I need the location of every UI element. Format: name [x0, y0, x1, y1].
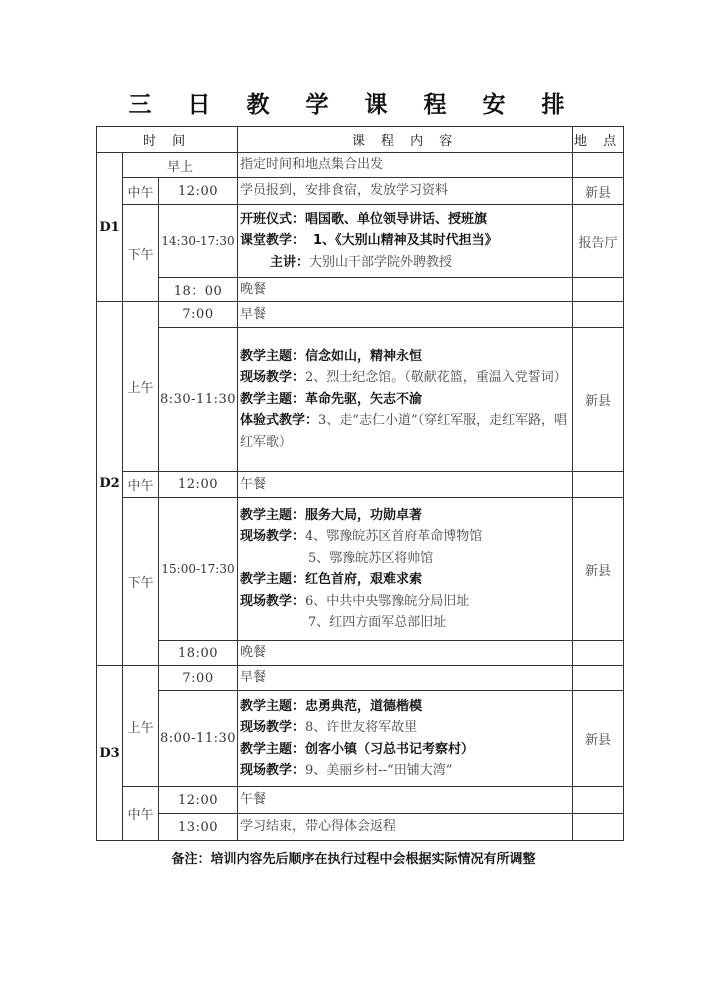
- day-label: D2: [97, 302, 123, 666]
- period-cell: 下午: [123, 205, 159, 302]
- period-cell: 上午: [123, 302, 159, 472]
- line-label: 现场教学：: [240, 720, 306, 735]
- line-text: 服务大局，功勋卓著: [305, 507, 423, 523]
- period-cell: 中午: [123, 787, 159, 841]
- location-cell: 新县: [573, 328, 624, 472]
- line-label: 教学主题：: [240, 572, 306, 587]
- line-label: 教学主题：: [240, 348, 306, 364]
- table-row: [97, 278, 624, 302]
- period-cell: 中午: [123, 178, 159, 205]
- line-text: 创客小镇（习总书记考察村）: [305, 741, 475, 757]
- content-line: [240, 739, 572, 761]
- time-cell: 12:00: [159, 787, 238, 814]
- line-label: 课堂教学：: [240, 233, 306, 249]
- time-cell: 8:00-11:30: [159, 691, 238, 787]
- time-cell: 15:00-17:30: [159, 498, 238, 641]
- line-text: 6、中共中央鄂豫皖分局旧址: [305, 593, 470, 609]
- content-cell: [238, 691, 573, 787]
- line-text: 信念如山，精神永恒: [305, 348, 423, 364]
- line-label: 现场教学：: [240, 593, 306, 609]
- table-row: [97, 814, 624, 841]
- table-row: [97, 666, 624, 691]
- content-cell: [238, 498, 573, 641]
- content-cell: 指定时间和地点集合出发: [238, 153, 573, 178]
- line-label: 教学主题：: [240, 741, 306, 757]
- line-text: 大别山干部学院外聘教授: [309, 254, 453, 270]
- location-cell: 新县: [573, 498, 624, 641]
- table-row: [97, 178, 624, 205]
- location-cell: [573, 278, 624, 302]
- time-cell: 13:00: [159, 814, 238, 841]
- line-text: 唱国歌、单位领导讲话、授班旗: [305, 211, 488, 227]
- line-text: 7、红四方面军总部旧址: [308, 615, 447, 630]
- time-cell: 14:30-17:30: [159, 205, 238, 278]
- location-cell: [573, 472, 624, 498]
- line-text: 5、鄂豫皖苏区将帅馆: [308, 550, 434, 566]
- content-line: [240, 252, 572, 274]
- time-cell: 12:00: [159, 178, 238, 205]
- table-row: [97, 787, 624, 814]
- table-row: [97, 691, 624, 787]
- time-cell: 12:00: [159, 472, 238, 498]
- content-line: [240, 410, 572, 453]
- line-text: 3、走“志仁小道”（穿红军服，走红军路，唱红军歌）: [240, 413, 568, 450]
- table-row: [97, 641, 624, 666]
- header-content: 课 程 内 容: [238, 127, 573, 153]
- time-cell: 18：00: [159, 278, 238, 302]
- line-label: 教学主题：: [240, 391, 306, 407]
- location-cell: [573, 641, 624, 666]
- time-cell: 7:00: [159, 302, 238, 328]
- content-cell: 学员报到，安排食宿，发放学习资料: [238, 178, 573, 205]
- table-header-row: [97, 127, 624, 153]
- content-line: [240, 548, 572, 570]
- period-cell: 中午: [123, 472, 159, 498]
- line-label: 现场教学：: [240, 529, 306, 544]
- line-text: 红色首府，艰难求索: [305, 572, 423, 587]
- content-line: [240, 696, 572, 718]
- table-row: [97, 328, 624, 472]
- line-label: 体验式教学：: [240, 413, 319, 429]
- location-cell: 新县: [573, 691, 624, 787]
- content-line: [240, 760, 572, 782]
- line-label: 教学主题：: [240, 507, 306, 523]
- line-label: 开班仪式：: [240, 211, 306, 227]
- line-text: 忠勇典范，道德楷模: [305, 698, 423, 714]
- line-label: 主讲：: [270, 254, 310, 270]
- content-line: [240, 612, 572, 634]
- table-row: [97, 205, 624, 278]
- content-cell: 早餐: [238, 302, 573, 328]
- content-cell: 午餐: [238, 472, 573, 498]
- table-row: [97, 302, 624, 328]
- time-cell: 8:30-11:30: [159, 328, 238, 472]
- line-label: 现场教学：: [240, 763, 306, 778]
- location-cell: [573, 153, 624, 178]
- line-text: 革命先驱，矢志不渝: [305, 391, 423, 407]
- content-line: [240, 717, 572, 739]
- content-cell: [238, 328, 573, 472]
- time-cell: 18:00: [159, 641, 238, 666]
- content-cell: 晚餐: [238, 278, 573, 302]
- content-line: [240, 346, 572, 368]
- line-text: 9、美丽乡村--“田铺大湾”: [305, 763, 453, 778]
- schedule-table: [96, 126, 624, 841]
- content-line: [240, 389, 572, 411]
- location-cell: 报告厅: [573, 205, 624, 278]
- content-cell: 午餐: [238, 787, 573, 814]
- content-line: [240, 591, 572, 613]
- day-label: D1: [97, 153, 123, 302]
- period-cell: 下午: [123, 498, 159, 666]
- content-line: [240, 505, 572, 527]
- header-location: 地 点: [573, 127, 624, 153]
- footnote: 备注：培训内容先后顺序在执行过程中会根据实际情况有所调整: [171, 852, 536, 867]
- content-line: [240, 526, 572, 548]
- content-cell: 晚餐: [238, 641, 573, 666]
- location-cell: [573, 302, 624, 328]
- line-text: 8、许世友将军故里: [305, 720, 418, 735]
- line-text: 2、烈士纪念馆。（敬献花篮，重温入党誓词）: [305, 370, 567, 386]
- line-label: 教学主题：: [240, 698, 306, 714]
- period-cell: 上午: [123, 666, 159, 787]
- period-cell: 早上: [123, 153, 238, 178]
- location-cell: 新县: [573, 178, 624, 205]
- line-label: 现场教学：: [240, 370, 306, 386]
- content-line: [240, 367, 572, 389]
- location-cell: [573, 666, 624, 691]
- content-line: [240, 209, 572, 231]
- content-cell: [238, 205, 573, 278]
- content-cell: 早餐: [238, 666, 573, 691]
- location-cell: [573, 814, 624, 841]
- header-time: 时 间: [97, 127, 238, 153]
- page-title: 三 日 教 学 课 程 安 排: [128, 92, 579, 118]
- content-cell: 学习结束，带心得体会返程: [238, 814, 573, 841]
- day-label: D3: [97, 666, 123, 841]
- line-text: 4、鄂豫皖苏区首府革命博物馆: [305, 529, 483, 544]
- content-line: [240, 230, 572, 252]
- table-row: [97, 472, 624, 498]
- table-row: [97, 498, 624, 641]
- location-cell: [573, 787, 624, 814]
- time-cell: 7:00: [159, 666, 238, 691]
- table-row: [97, 153, 624, 178]
- line-text: 1、《大别山精神及其时代担当》: [313, 233, 498, 249]
- content-line: [240, 569, 572, 591]
